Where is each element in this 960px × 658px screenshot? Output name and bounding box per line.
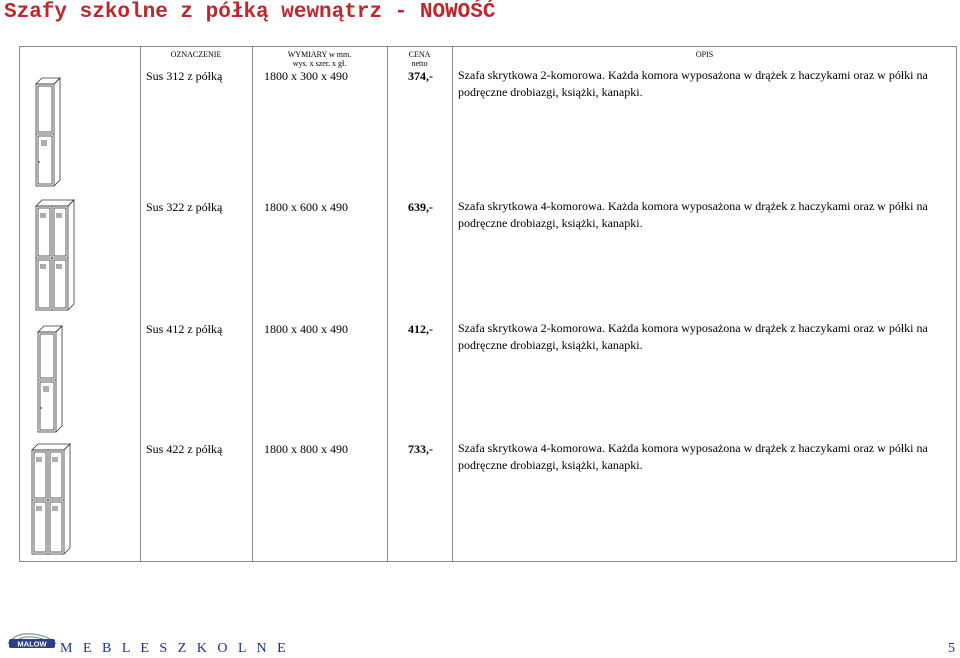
locker-image-sus-422 [26, 442, 74, 556]
table-frame [19, 46, 957, 562]
row-4-price: 733,- [408, 442, 433, 456]
row-2-name: Sus 322 z półką [146, 200, 223, 214]
row-4-desc: Szafa skrytkowa 4-komorowa. Każda komora wyposażona w drążek z haczykami oraz w półki na podręczne drobiazgi, książki, kanapki. [458, 441, 928, 472]
header-code: OZNACZENIE [170, 50, 222, 59]
header-price-line2: netto [411, 59, 428, 68]
locker-image-sus-412 [30, 324, 66, 434]
header-dims-line2: wys. x szer. x gł. [292, 59, 347, 68]
row-2-price: 639,- [408, 200, 433, 214]
row-3-name: Sus 412 z półką [146, 322, 223, 336]
footer-text: M E B L E S Z K O L N E [60, 641, 290, 656]
page-number: 5 [948, 641, 955, 656]
row-4-name: Sus 422 z półką [146, 442, 223, 456]
row-3-desc: Szafa skrytkowa 2-komorowa. Każda komora wyposażona w drążek z haczykami oraz w półki na podręczne drobiazgi, książki, kanapki. [458, 321, 928, 352]
logo-text: MALOW [17, 639, 47, 649]
header-dims [252, 50, 387, 68]
header-desc: OPIS [695, 50, 714, 59]
row-4-dims: 1800 x 800 x 490 [264, 442, 348, 456]
row-1-dims: 1800 x 300 x 490 [264, 69, 348, 83]
column-divider [252, 46, 253, 562]
row-3-price: 412,- [408, 322, 433, 336]
row-3-dims: 1800 x 400 x 490 [264, 322, 348, 336]
row-2-desc: Szafa skrytkowa 4-komorowa. Każda komora wyposażona w drążek z haczykami oraz w półki na podręczne drobiazgi, książki, kanapki. [458, 199, 928, 230]
header-price-line1: CENA [408, 50, 431, 59]
row-2-dims: 1800 x 600 x 490 [264, 200, 348, 214]
column-divider [387, 46, 388, 562]
column-divider [452, 46, 453, 562]
header-dims-line1: WYMIARY w mm. [287, 50, 352, 59]
row-1-name: Sus 312 z półką [146, 69, 223, 83]
locker-image-sus-322 [30, 198, 78, 312]
header-price [387, 50, 452, 68]
locker-image-sus-312 [30, 76, 64, 188]
malow-logo [6, 630, 58, 652]
row-1-price: 374,- [408, 69, 433, 83]
page-title: Szafy szkolne z półką wewnątrz - NOWOŚĆ [4, 1, 496, 24]
column-divider [140, 46, 141, 562]
row-1-desc: Szafa skrytkowa 2-komorowa. Każda komora wyposażona w drążek z haczykami oraz w półki na podręczne drobiazgi, książki, kanapki. [458, 68, 928, 99]
